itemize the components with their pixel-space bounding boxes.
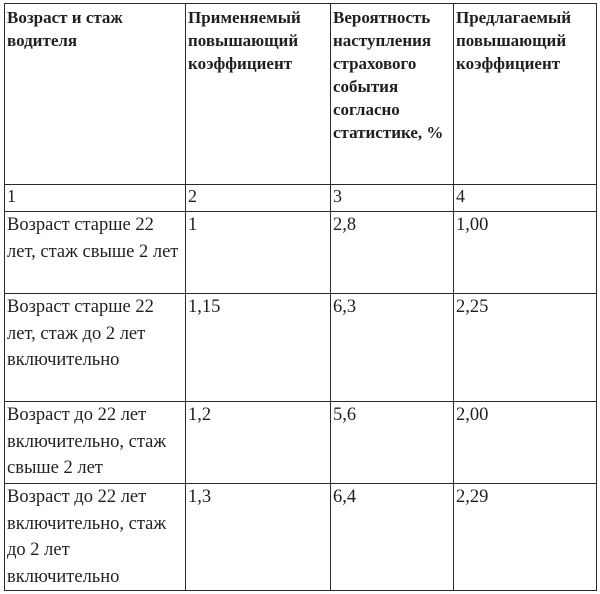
column-number: 4	[454, 185, 597, 212]
header-driver: Возраст и стаж водителя	[5, 4, 186, 185]
applied-coefficient-cell: 1	[186, 212, 331, 294]
proposed-coefficient-cell: 2,00	[454, 402, 597, 484]
table-row	[5, 212, 597, 294]
probability-cell: 6,4	[331, 484, 454, 591]
column-number: 3	[331, 185, 454, 212]
header-probability: Вероятность наступления страхового события согласно статистике, %	[331, 4, 454, 185]
driver-cell: Возраст старше 22 лет, стаж свыше 2 лет	[5, 212, 186, 294]
proposed-coefficient-cell: 1,00	[454, 212, 597, 294]
column-number: 2	[186, 185, 331, 212]
table-row	[5, 484, 597, 591]
header-proposed-coefficient: Предлагаемый повышающий коэффициент	[454, 4, 597, 185]
numbering-row	[5, 185, 597, 212]
driver-cell: Возраст до 22 лет включительно, стаж свыше 2 лет	[5, 402, 186, 484]
header-applied-coefficient: Применяемый повышающий коэффициент	[186, 4, 331, 185]
applied-coefficient-cell: 1,2	[186, 402, 331, 484]
proposed-coefficient-cell: 2,29	[454, 484, 597, 591]
driver-cell: Возраст старше 22 лет, стаж до 2 лет включительно	[5, 294, 186, 402]
driver-cell: Возраст до 22 лет включительно, стаж до 2 лет включительно	[5, 484, 186, 591]
probability-cell: 2,8	[331, 212, 454, 294]
header-row	[5, 4, 597, 185]
proposed-coefficient-cell: 2,25	[454, 294, 597, 402]
probability-cell: 5,6	[331, 402, 454, 484]
table-row	[5, 402, 597, 484]
column-number: 1	[5, 185, 186, 212]
probability-cell: 6,3	[331, 294, 454, 402]
coefficient-table	[4, 3, 597, 591]
applied-coefficient-cell: 1,3	[186, 484, 331, 591]
table-row	[5, 294, 597, 402]
applied-coefficient-cell: 1,15	[186, 294, 331, 402]
